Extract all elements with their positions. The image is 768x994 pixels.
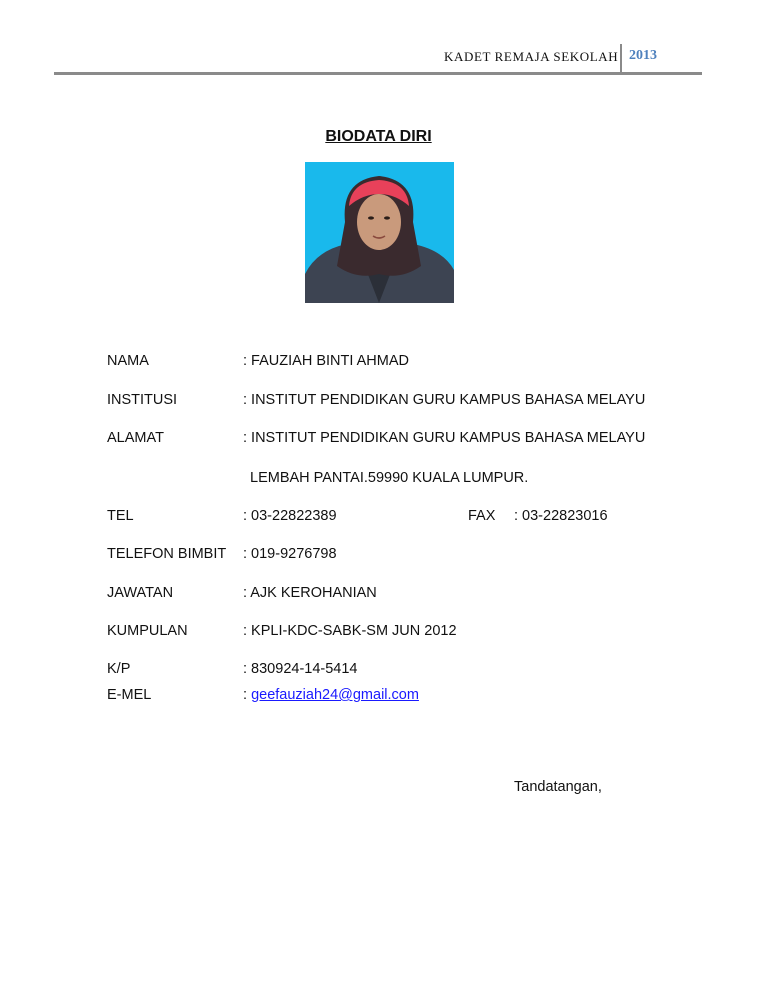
telefon-bimbit-label: TELEFON BIMBIT (107, 546, 227, 562)
emel-value (243, 687, 419, 703)
alamat-label: ALAMAT (107, 430, 164, 446)
header-rule (54, 72, 702, 75)
fax-label: FAX (468, 508, 496, 524)
kumpulan-label: KUMPULAN (107, 623, 188, 639)
kumpulan-value: : KPLI-KDC-SABK-SM JUN 2012 (243, 623, 457, 639)
document-title: BIODATA DIRI (325, 128, 432, 145)
fax-value: : 03-22823016 (514, 508, 608, 524)
tel-label: TEL (107, 508, 134, 524)
tel-value: : 03-22822389 (243, 508, 337, 524)
header-year: 2013 (629, 48, 657, 63)
kp-value: : 830924-14-5414 (243, 661, 358, 677)
header-title: KADET REMAJA SEKOLAH (444, 49, 619, 64)
telefon-bimbit-value: : 019-9276798 (243, 546, 337, 562)
institusi-label: INSTITUSI (107, 392, 178, 408)
kp-label: K/P (107, 661, 131, 677)
signature-label: Tandatangan, (514, 779, 602, 795)
profile-photo (305, 162, 454, 303)
institusi-value: : INSTITUT PENDIDIKAN GURU KAMPUS BAHASA MELAYU (243, 392, 646, 408)
header-divider (620, 44, 622, 73)
jawatan-label: JAWATAN (107, 585, 174, 601)
jawatan-value: : AJK KEROHANIAN (243, 585, 377, 601)
emel-label: E-MEL (107, 687, 152, 703)
nama-label: NAMA (107, 353, 149, 369)
alamat-value-line2: LEMBAH PANTAI.59990 KUALA LUMPUR. (250, 470, 529, 486)
alamat-value: : INSTITUT PENDIDIKAN GURU KAMPUS BAHASA MELAYU (243, 430, 646, 446)
email-link[interactable]: geefauziah24@gmail.com (251, 687, 419, 703)
emel-prefix: : (243, 687, 252, 703)
nama-value: : FAUZIAH BINTI AHMAD (243, 353, 409, 369)
